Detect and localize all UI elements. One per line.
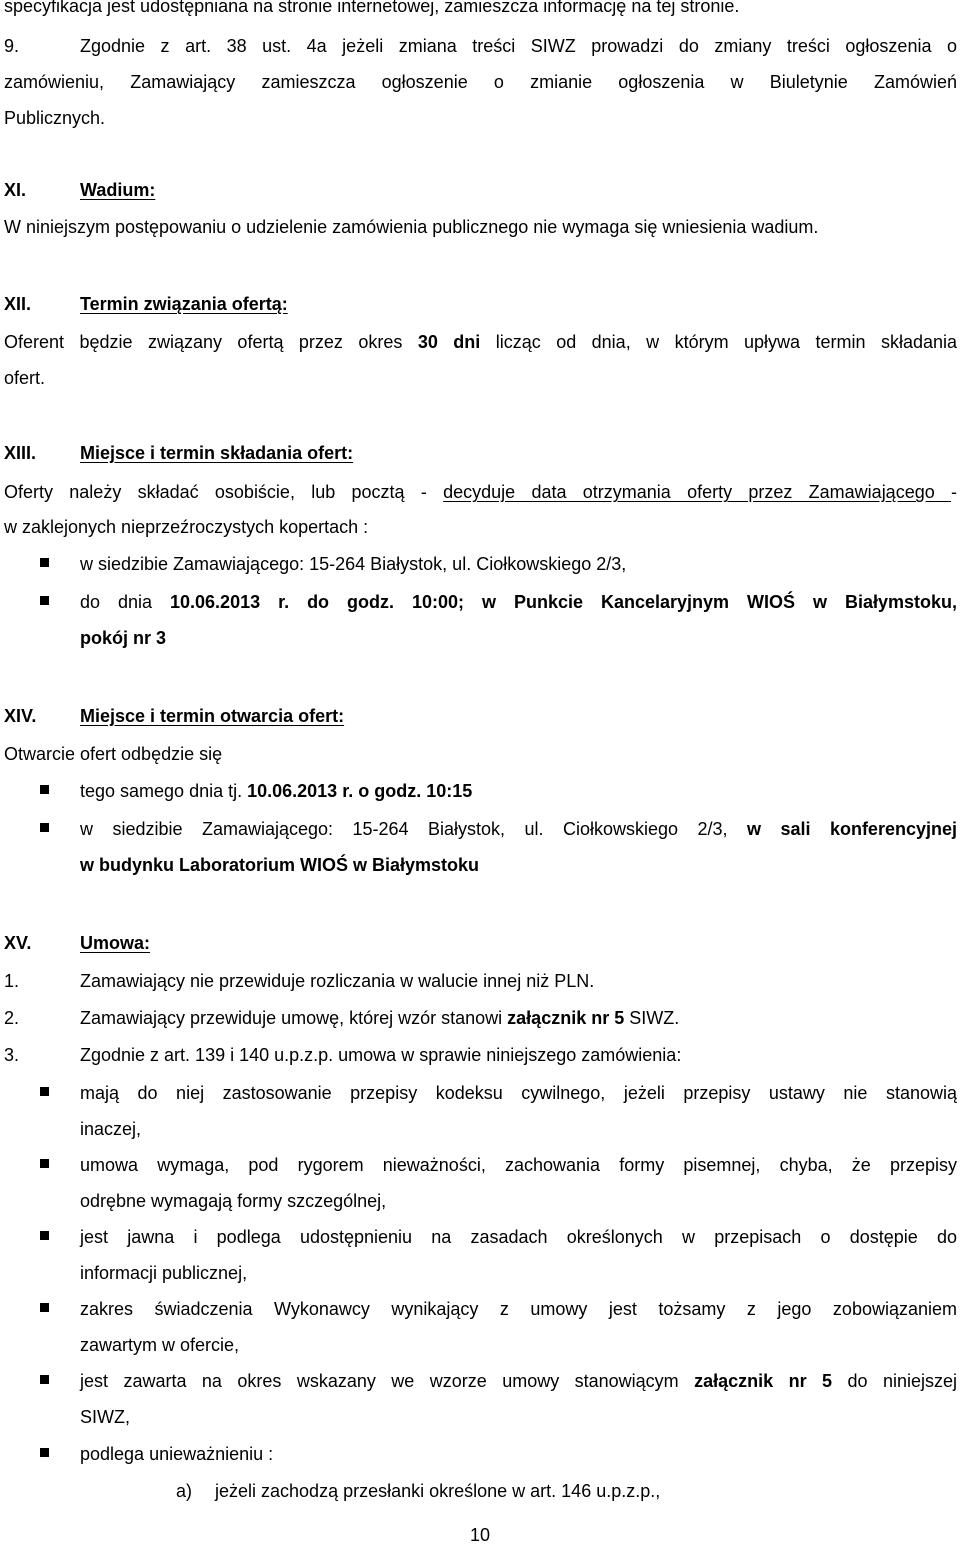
section-heading-xi bbox=[4, 179, 155, 201]
list-item bbox=[0, 1082, 960, 1104]
text-run-bold: załącznik nr 5 bbox=[507, 1008, 625, 1028]
item-number: 1. bbox=[4, 971, 20, 991]
list-item bbox=[0, 780, 960, 802]
text-run: do dnia bbox=[80, 592, 171, 612]
list-item bbox=[0, 591, 960, 613]
section-number: XIV. bbox=[4, 706, 37, 726]
text-run: licząc od dnia, w którym upływa termin składania bbox=[480, 332, 957, 352]
section-title: Miejsce i termin składania ofert: bbox=[80, 443, 354, 463]
paragraph-line bbox=[4, 331, 957, 353]
text-run-bold: 10.06.2013 r. o godz. 10:15 bbox=[247, 781, 473, 801]
section-number: XIII. bbox=[4, 443, 37, 463]
square-bullet-icon bbox=[40, 1087, 49, 1096]
text-run-bold: załącznik nr 5 bbox=[694, 1371, 833, 1391]
square-bullet-icon bbox=[40, 558, 49, 567]
text-run: - bbox=[951, 482, 958, 502]
section-number: XV. bbox=[4, 933, 32, 953]
text-run: Oferent będzie związany ofertą przez okres bbox=[4, 332, 418, 352]
numbered-item-text: Zamawiający nie przewiduje rozliczania w walucie innej niż PLN. bbox=[80, 971, 595, 991]
square-bullet-icon bbox=[40, 1375, 49, 1384]
paragraph-line: zamówieniu, Zamawiający zamieszcza ogłoszenie o zmianie ogłoszenia w Biuletynie Zamówień bbox=[4, 72, 957, 92]
list-item-text bbox=[80, 591, 957, 613]
square-bullet-icon bbox=[40, 823, 49, 832]
list-item-text: jest jawna i podlega udostępnieniu na zasadach określonych w przepisach o dostępie do bbox=[80, 1227, 957, 1247]
list-item-text bbox=[80, 818, 957, 840]
intro-line: specyfikacja jest udostępniana na stronie internetowej, zamieszcza informację na tej stronie. bbox=[4, 0, 740, 16]
list-item bbox=[0, 1226, 960, 1248]
text-run: Zamawiający przewiduje umowę, której wzór stanowi bbox=[80, 1008, 508, 1028]
page-number: 10 bbox=[469, 1525, 491, 1545]
sub-item-text: jeżeli zachodzą przesłanki określone w art. 146 u.p.z.p., bbox=[215, 1481, 661, 1501]
list-item-text-cont: SIWZ, bbox=[80, 1407, 130, 1427]
numbered-item-text bbox=[80, 1007, 679, 1029]
list-item-text-cont: zawartym w ofercie, bbox=[80, 1335, 240, 1355]
section-title: Miejsce i termin otwarcia ofert: bbox=[80, 706, 345, 726]
section-title: Umowa: bbox=[80, 933, 151, 953]
section-title: Termin związania ofertą: bbox=[80, 294, 288, 314]
list-item bbox=[0, 1154, 960, 1176]
paragraph-line: Publicznych. bbox=[4, 108, 106, 128]
sub-item-label: a) bbox=[176, 1481, 193, 1501]
section-number: XI. bbox=[4, 180, 27, 200]
section-heading-xii bbox=[4, 293, 288, 315]
square-bullet-icon bbox=[40, 596, 49, 605]
section-title: Wadium: bbox=[80, 180, 156, 200]
square-bullet-icon bbox=[40, 1448, 49, 1457]
list-item-text bbox=[80, 1370, 957, 1392]
paragraph-line: Otwarcie ofert odbędzie się bbox=[4, 744, 223, 764]
section-heading-xv bbox=[4, 932, 150, 954]
item-number: 3. bbox=[4, 1045, 20, 1065]
list-item-text: podlega unieważnieniu : bbox=[80, 1444, 274, 1464]
item-number: 9. bbox=[4, 36, 20, 56]
square-bullet-icon bbox=[40, 1159, 49, 1168]
square-bullet-icon bbox=[40, 785, 49, 794]
list-item bbox=[0, 818, 960, 840]
paragraph-line: W niniejszym postępowaniu o udzielenie zamówienia publicznego nie wymaga się wniesienia wadium. bbox=[4, 217, 819, 237]
text-run: w siedzibie Zamawiającego: 15-264 Białystok, ul. Ciołkowskiego 2/3, bbox=[80, 819, 747, 839]
text-run-bold: w sali konferencyjnej bbox=[746, 819, 957, 839]
text-run: do niniejszej bbox=[832, 1371, 957, 1391]
text-run-bold: 30 dni bbox=[417, 332, 481, 352]
section-heading-xiii bbox=[4, 442, 353, 464]
list-item-text-cont: inaczej, bbox=[80, 1119, 142, 1139]
list-item-text: mają do niej zastosowanie przepisy kodeksu cywilnego, jeżeli przepisy ustawy nie stanowią bbox=[80, 1083, 957, 1103]
paragraph-line: w zaklejonych nieprzeźroczystych kopertach : bbox=[4, 517, 369, 537]
list-item-text-cont: odrębne wymagają formy szczególnej, bbox=[80, 1191, 387, 1211]
numbered-item-text: Zgodnie z art. 139 i 140 u.p.z.p. umowa w sprawie niniejszego zamówienia: bbox=[80, 1045, 682, 1065]
item-number: 2. bbox=[4, 1008, 20, 1028]
list-item-text-cont: pokój nr 3 bbox=[80, 628, 167, 648]
list-item-text-cont: w budynku Laboratorium WIOŚ w Białymstoku bbox=[80, 855, 480, 875]
text-run: Oferty należy składać osobiście, lub pocztą - bbox=[4, 482, 444, 502]
list-item-text: w siedzibie Zamawiającego: 15-264 Białystok, ul. Ciołkowskiego 2/3, bbox=[80, 554, 627, 574]
text-run: jest zawarta na okres wskazany we wzorze umowy stanowiącym bbox=[80, 1371, 695, 1391]
list-item-text: zakres świadczenia Wykonawcy wynikający z umowy jest tożsamy z jego zobowiązaniem bbox=[80, 1299, 957, 1319]
paragraph-line: ofert. bbox=[4, 368, 46, 388]
list-item bbox=[0, 553, 960, 575]
list-item-text bbox=[80, 780, 472, 802]
list-item bbox=[0, 1298, 960, 1320]
text-run-bold: 10.06.2013 r. do godz. 10:00; w Punkcie Kancelaryjnym WIOŚ w Białymstoku, bbox=[170, 592, 958, 612]
square-bullet-icon bbox=[40, 1231, 49, 1240]
text-run: SIWZ. bbox=[624, 1008, 680, 1028]
list-item-text: umowa wymaga, pod rygorem nieważności, zachowania formy pisemnej, chyba, że przepisy bbox=[80, 1155, 957, 1175]
section-number: XII. bbox=[4, 294, 32, 314]
text-run: tego samego dnia tj. bbox=[80, 781, 248, 801]
square-bullet-icon bbox=[40, 1303, 49, 1312]
text-run-underlined: decyduje data otrzymania oferty przez Zamawiającego bbox=[443, 482, 952, 502]
list-item bbox=[0, 1370, 960, 1392]
section-heading-xiv bbox=[4, 705, 344, 727]
list-item-text-cont: informacji publicznej, bbox=[80, 1263, 248, 1283]
paragraph-line: Zgodnie z art. 38 ust. 4a jeżeli zmiana treści SIWZ prowadzi do zmiany treści ogłoszenia o bbox=[80, 36, 957, 56]
list-item bbox=[0, 1443, 960, 1465]
paragraph-line bbox=[4, 481, 957, 503]
